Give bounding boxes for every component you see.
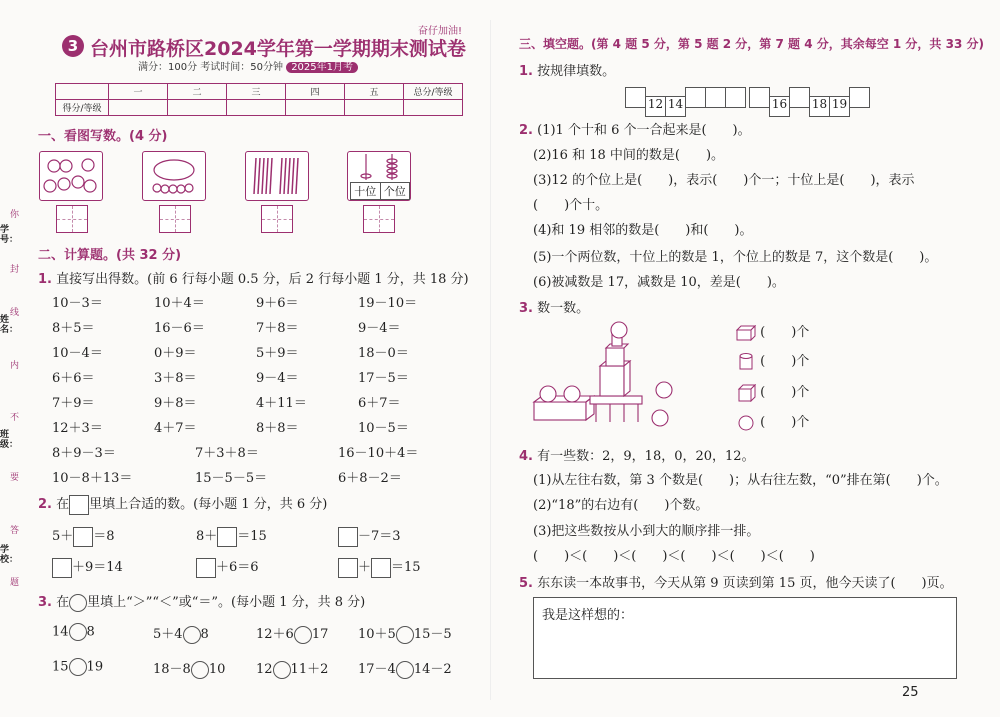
question-number: 1.: [38, 272, 52, 287]
question-text: 直接写出得数。(前 6 行每小题 0.5 分，后 2 行每小题 1 分，共 18 分): [56, 272, 469, 287]
calc-item: 6＋6＝: [52, 371, 95, 386]
fill-item: [196, 556, 259, 578]
seal-word: 线: [10, 308, 20, 318]
seal-word: 你: [10, 210, 20, 220]
calc-item: 7＋3＋8＝: [195, 446, 259, 461]
seq-cell: 14: [665, 96, 686, 117]
tens-label: 十位: [351, 183, 381, 199]
sub-question: (6)被减数是 17，减数是 10，差是( )。: [533, 275, 785, 290]
slogan: 奋仔加油!: [418, 26, 463, 37]
answer-box[interactable]: [73, 527, 93, 547]
cuboid-icon: [736, 325, 756, 341]
answer-circle[interactable]: [396, 661, 414, 679]
calc-item: 5＋9＝: [256, 346, 299, 361]
answer-box[interactable]: [217, 527, 237, 547]
answer-circle[interactable]: [191, 661, 209, 679]
question-3-3: [519, 297, 589, 316]
seq-cell: 19: [829, 96, 850, 117]
sub-question: (4)和 19 相邻的数是( )和( )。: [533, 223, 753, 238]
section-3-title: 三、填空题。(第 4 题 5 分，第 5 题 2 分，第 7 题 4 分，其余每空 1 分，共 33 分): [519, 37, 984, 51]
calc-item: 10－8＋13＝: [52, 471, 133, 486]
compare-item: [256, 623, 328, 644]
score-cell[interactable]: [168, 100, 227, 116]
answer-box[interactable]: [371, 558, 391, 578]
question-text-pre: 在: [56, 497, 70, 512]
beads-picture: [142, 151, 206, 201]
seal-word: 封: [10, 265, 20, 275]
calc-item: 8＋8＝: [256, 421, 299, 436]
question-text: 里填上合适的数。(每小题 1 分，共 6 分): [89, 497, 328, 512]
question-3-5: [519, 572, 953, 591]
calc-item: 7＋9＝: [52, 396, 95, 411]
sub-question: (2)“18”的右边有( )个数。: [533, 498, 709, 513]
exam-info: [138, 58, 358, 73]
calc-item: 7＋8＝: [256, 321, 299, 336]
abacus-label-bar: [350, 182, 410, 200]
sub-question: (3)12 的个位上是( )，表示( )个一；十位上是( )，表示: [533, 173, 915, 188]
score-cell[interactable]: [227, 100, 286, 116]
section-2-title: 二、计算题。(共 32 分): [38, 248, 182, 263]
sub-question: ( )个十。: [533, 198, 609, 213]
calc-item: 0＋9＝: [154, 346, 197, 361]
score-cell[interactable]: [286, 100, 345, 116]
seq-cell[interactable]: [725, 87, 746, 108]
page-number: 25: [902, 685, 919, 700]
fill-text: ＝8: [93, 529, 115, 544]
compare-left: 18－8: [153, 662, 191, 677]
paper-number: 3: [62, 35, 84, 57]
sub-question: (2)16 和 18 中间的数是( )。: [533, 148, 725, 163]
count-row: [736, 381, 809, 402]
question-3-2: [519, 119, 751, 138]
fill-item: [338, 556, 421, 578]
student-id-label: 学号：: [0, 225, 19, 245]
question-number: 5.: [519, 576, 533, 591]
count-row: [736, 350, 809, 371]
seal-word: 内: [10, 361, 20, 371]
seal-word: 不: [10, 413, 20, 423]
fill-text: 5＋: [52, 529, 74, 544]
compare-left: 10＋5: [358, 627, 396, 642]
answer-circle[interactable]: [294, 626, 312, 644]
sub-question: (3)把这些数按从小到大的顺序排一排。: [533, 524, 760, 539]
solid-figures-icon: [530, 320, 700, 430]
compare-item: [52, 623, 95, 641]
thinking-prompt: 我是这样想的：: [542, 608, 634, 623]
sub-question: (1)从左往右数，第 3 个数是( )；从右往左数，“0”排在第( )个。: [533, 473, 948, 488]
sort-blanks[interactable]: ( )＜( )＜( )＜( )＜( )＜( ): [533, 549, 815, 564]
compare-right: 11＋2: [290, 662, 329, 677]
question-text: 东东读一本故事书，今天从第 9 页读到第 15 页，他今天读了( )页。: [537, 576, 953, 591]
name-label: 姓名：: [0, 315, 19, 335]
compare-left: 5＋4: [153, 627, 183, 642]
compare-item: [358, 658, 452, 679]
score-header-cell: 二: [168, 84, 227, 100]
sequence-2: [750, 87, 870, 117]
compare-left: 15: [52, 659, 69, 675]
answer-circle[interactable]: [183, 626, 201, 644]
cylinder-icon: [736, 353, 756, 371]
calc-item: 19－10＝: [358, 296, 418, 311]
calc-item: 9＋8＝: [154, 396, 197, 411]
compare-right: 8: [86, 624, 95, 640]
calc-item: 16－10＋4＝: [338, 446, 419, 461]
answer-grid[interactable]: [363, 205, 395, 233]
school-label: 学校：: [0, 545, 19, 565]
blank-box-icon: [69, 495, 89, 515]
compare-left: 12＋6: [256, 627, 294, 642]
compare-right: 15－5: [413, 627, 452, 642]
seq-cell[interactable]: [705, 87, 726, 108]
seq-cell[interactable]: [625, 87, 646, 108]
compare-item: [153, 623, 209, 644]
calc-item: 10－5＝: [358, 421, 409, 436]
compare-right: 19: [86, 659, 104, 675]
fill-item: [196, 525, 267, 547]
answer-circle[interactable]: [396, 626, 414, 644]
exam-info-text: 满分：100分 考试时间：50分钟: [138, 62, 283, 73]
calc-item: 9－4＝: [256, 371, 299, 386]
sticks-picture: [245, 151, 309, 201]
score-header-cell: 三: [227, 84, 286, 100]
answer-circle[interactable]: [69, 658, 87, 676]
calc-item: 4＋7＝: [154, 421, 197, 436]
calc-item: 8＋9－3＝: [52, 446, 116, 461]
score-header-cell: 五: [345, 84, 404, 100]
seal-word: 要: [10, 473, 20, 483]
seq-cell[interactable]: [685, 87, 706, 108]
calc-item: 10－3＝: [52, 296, 103, 311]
count-blank[interactable]: ( )个: [760, 354, 810, 369]
score-header-cell: [56, 84, 109, 100]
blank-circle-icon: [69, 594, 87, 612]
class-label: 班级：: [0, 430, 19, 450]
compare-right: 17: [311, 627, 329, 642]
compare-left: 14: [52, 624, 69, 640]
answer-circle[interactable]: [69, 623, 87, 641]
seal-word: 答: [10, 526, 20, 536]
fill-text: ＝15: [391, 560, 421, 575]
question-number: 1.: [519, 64, 533, 79]
sequence-1: [626, 87, 746, 117]
sticks-bundle-icon: [246, 152, 308, 200]
question-2-2: [38, 493, 327, 515]
calc-item: 3＋8＝: [154, 371, 197, 386]
abacus-picture: [347, 151, 411, 201]
solids-picture: [530, 320, 700, 430]
seal-word: 题: [10, 578, 20, 588]
score-cell[interactable]: [345, 100, 404, 116]
score-cell[interactable]: [404, 100, 463, 116]
calc-item: 17－5＝: [358, 371, 409, 386]
calc-item: 8＋5＝: [52, 321, 95, 336]
calc-item: 9＋6＝: [256, 296, 299, 311]
answer-grid[interactable]: [56, 205, 88, 233]
question-number: 3.: [519, 301, 533, 316]
thinking-answer-box[interactable]: [533, 597, 957, 679]
question-text: 有一些数：2，9，18，0，20，12。: [537, 449, 755, 464]
count-blank[interactable]: ( )个: [760, 325, 810, 340]
compare-right: 14－2: [413, 662, 452, 677]
answer-box[interactable]: [338, 527, 358, 547]
calc-item: 6＋7＝: [358, 396, 401, 411]
question-3-1: [519, 60, 615, 79]
seq-cell: 16: [769, 96, 790, 117]
count-row: [736, 321, 809, 341]
question-text: 按规律填数。: [537, 64, 616, 79]
exam-title: 台州市路桥区2024学年第一学期期末测试卷: [90, 38, 466, 60]
question-number: 2.: [519, 123, 533, 138]
beads-icon: [143, 152, 205, 200]
question-text-pre: 在: [56, 595, 70, 610]
cube-icon: [736, 384, 756, 402]
compare-right: 10: [208, 662, 226, 677]
calc-item: 18－0＝: [358, 346, 409, 361]
peach-icon: [40, 152, 102, 200]
score-header-cell: 一: [109, 84, 168, 100]
calc-item: 9－4＝: [358, 321, 401, 336]
seq-cell[interactable]: [749, 87, 770, 108]
fill-text: ＋6＝6: [216, 560, 259, 575]
abacus-icon: [348, 152, 410, 182]
fill-text: ＝15: [237, 529, 267, 544]
count-blank[interactable]: ( )个: [760, 385, 810, 400]
question-number: 3.: [38, 595, 52, 610]
score-header-cell: 总分/等级: [404, 84, 463, 100]
calc-item: 10－4＝: [52, 346, 103, 361]
fill-item: [52, 525, 115, 547]
fill-item: [52, 556, 123, 578]
answer-circle[interactable]: [273, 661, 291, 679]
calc-item: 16－6＝: [154, 321, 205, 336]
compare-item: [358, 623, 452, 644]
count-blank[interactable]: ( )个: [760, 415, 810, 430]
binding-strip: [0, 0, 24, 717]
count-row: [736, 411, 809, 432]
compare-item: [256, 658, 328, 679]
question-number: 4.: [519, 449, 533, 464]
sub-question: (1)1 个十和 6 个一合起来是( )。: [537, 123, 751, 138]
seq-cell[interactable]: [789, 87, 810, 108]
score-row-label: 得分/等级: [56, 100, 109, 116]
exam-header: [62, 34, 472, 60]
sub-question: (5)一个两位数，十位上的数是 1，个位上的数是 7，这个数是( )。: [533, 250, 938, 265]
answer-box[interactable]: [52, 558, 72, 578]
seq-cell: 18: [809, 96, 830, 117]
page-divider: [490, 20, 491, 700]
calc-item: 4＋11＝: [256, 396, 307, 411]
calc-item: 15－5－5＝: [195, 471, 268, 486]
count-list: [736, 321, 846, 431]
sphere-icon: [736, 414, 756, 432]
score-header-cell: 四: [286, 84, 345, 100]
seq-cell[interactable]: [849, 87, 870, 108]
section-1-title: 一、看图写数。(4 分): [38, 129, 168, 144]
answer-grid[interactable]: [159, 205, 191, 233]
question-3-4: [519, 445, 755, 464]
calc-item: 12＋3＝: [52, 421, 103, 436]
question-text: 数一数。: [537, 301, 590, 316]
answer-grid[interactable]: [261, 205, 293, 233]
fill-text: ＋: [358, 560, 372, 575]
fill-text: ＋9＝14: [72, 560, 123, 575]
compare-item: [153, 658, 225, 679]
fill-item: [338, 525, 401, 547]
question-text: 里填上“＞”“＜”或“＝”。(每小题 1 分，共 8 分): [87, 595, 366, 610]
question-2-1: [38, 268, 469, 287]
calc-item: 6＋8－2＝: [338, 471, 402, 486]
fill-text: －7＝3: [358, 529, 401, 544]
exam-date: 2025年1月考: [286, 62, 358, 73]
score-table: [55, 83, 463, 116]
question-2-3: [38, 591, 365, 612]
answer-box[interactable]: [338, 558, 358, 578]
compare-left: 17－4: [358, 662, 396, 677]
peach-picture: [39, 151, 103, 201]
calc-item: 10＋4＝: [154, 296, 205, 311]
ones-label: 个位: [383, 185, 406, 198]
question-number: 2.: [38, 497, 52, 512]
score-cell[interactable]: [109, 100, 168, 116]
compare-left: 12: [256, 662, 273, 677]
fill-text: 8＋: [196, 529, 218, 544]
seq-cell: 12: [645, 96, 666, 117]
answer-box[interactable]: [196, 558, 216, 578]
compare-item: [52, 658, 103, 676]
compare-right: 8: [200, 627, 209, 642]
